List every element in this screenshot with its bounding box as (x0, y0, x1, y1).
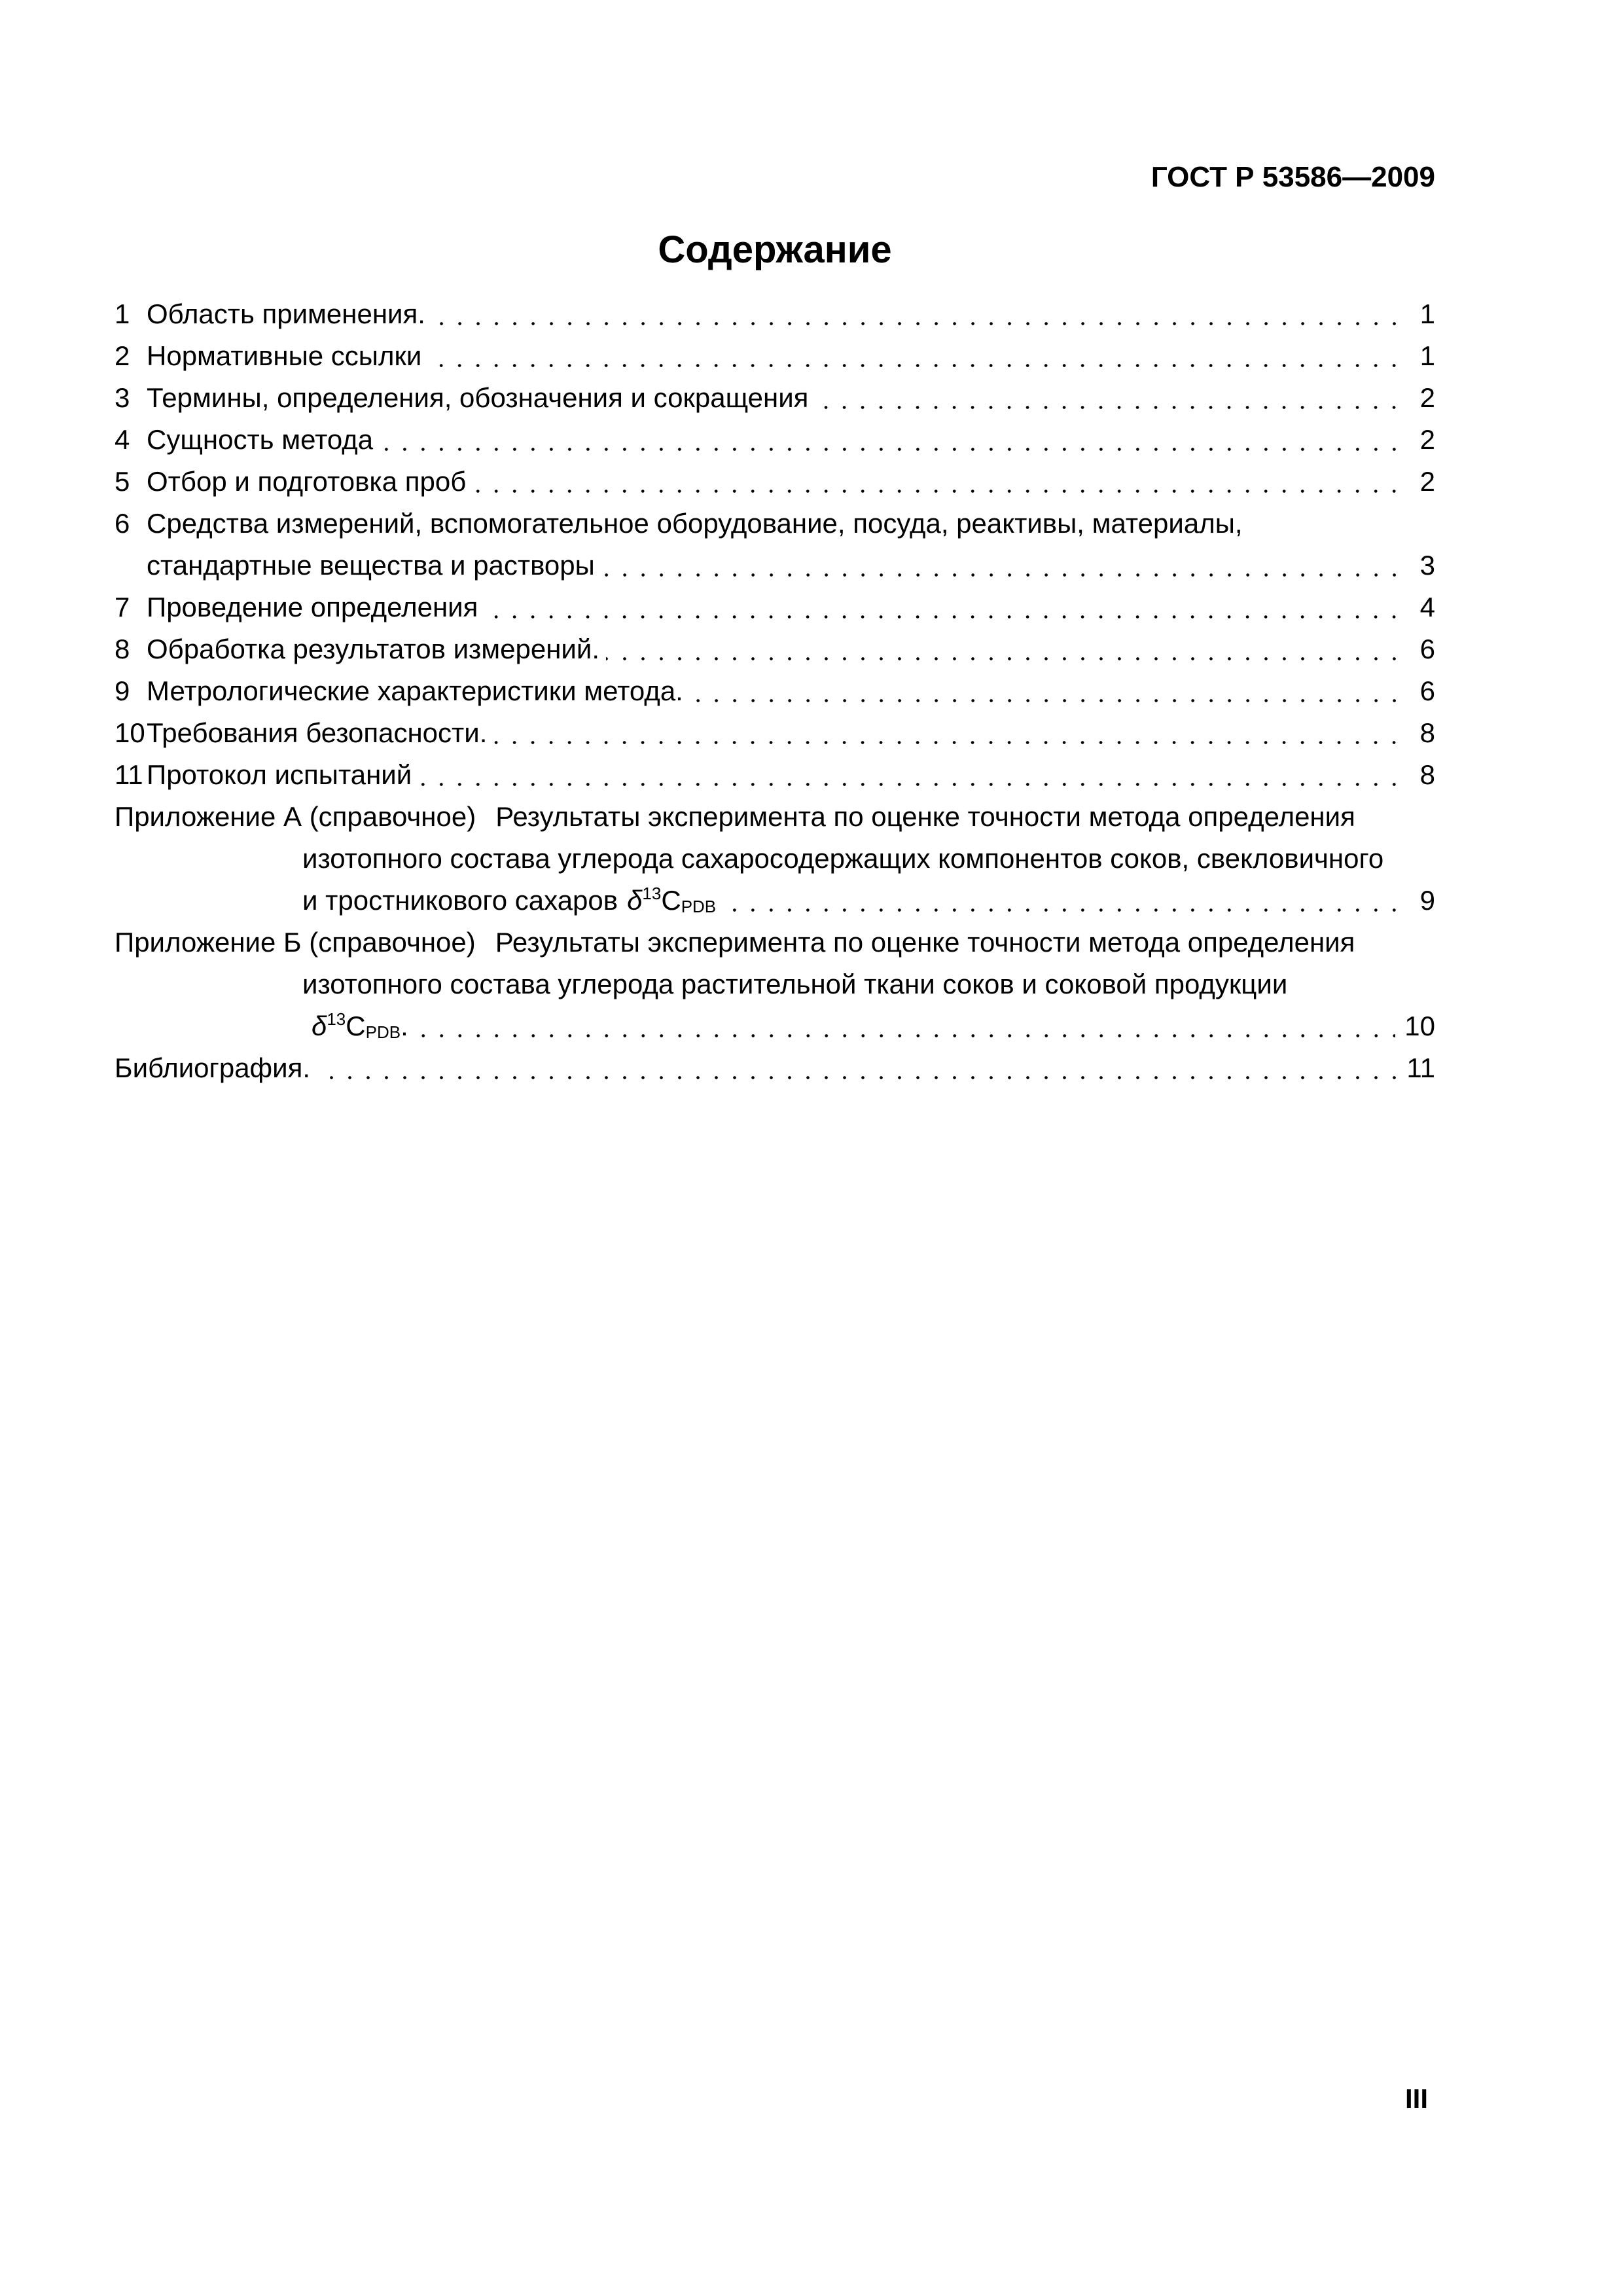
toc-entry-number: 2 (115, 340, 130, 371)
toc-entry-row (115, 628, 1435, 670)
dot-leader (690, 699, 1396, 702)
toc-page-number: 2 (1419, 382, 1435, 413)
appendix-indent (115, 880, 302, 922)
toc-appendix-entries (115, 796, 1435, 1047)
appendix-title-line: Результаты эксперимента по оценке точности метода определения (495, 801, 1355, 832)
dot-leader (484, 615, 1396, 619)
formula-subscript: PDB (681, 897, 717, 916)
appendix-row (115, 880, 1435, 922)
formula-subscript: PDB (365, 1022, 401, 1042)
toc-entry-row (115, 712, 1435, 754)
toc-entry-row (115, 461, 1435, 503)
appendix-title-line: изотопного состава углерода сахаросодержащих компонентов соков, свекловичного (302, 843, 1384, 874)
formula-base: C (661, 885, 681, 916)
dot-leader (380, 448, 1396, 451)
toc-entry-label: стандартные вещества и растворы (147, 550, 595, 581)
appendix-indent (115, 963, 302, 1005)
formula-superscript: 13 (327, 1009, 346, 1029)
formula-superscript: 13 (642, 884, 662, 903)
formula-trailing-period: . (401, 1011, 408, 1041)
toc-entry-number: 4 (115, 424, 130, 455)
dot-leader (493, 741, 1396, 744)
toc-entry-row (115, 335, 1435, 377)
appendix-heading: Приложение Б (справочное) (115, 927, 476, 958)
toc-entry-label: Область применения. (147, 298, 425, 329)
toc-entry-label: Термины, определения, обозначения и сокращения (147, 382, 809, 413)
formula-base: C (346, 1011, 366, 1041)
document-code-header: ГОСТ Р 53586—2009 (1150, 161, 1435, 193)
dot-leader (606, 657, 1396, 660)
table-of-contents (115, 293, 1435, 1089)
appendix-row (115, 838, 1435, 880)
dot-leader (473, 490, 1396, 493)
dot-leader (432, 322, 1396, 325)
toc-entry-number: 5 (115, 466, 130, 497)
roman-page-number: III (1404, 2083, 1428, 2114)
toc-entry-indent (115, 545, 147, 586)
toc-entry-label: Протокол испытаний (147, 759, 412, 790)
toc-page-number: 1 (1419, 340, 1435, 371)
appendix-row (115, 963, 1435, 1005)
bibliography-row (115, 1047, 1435, 1089)
toc-page-number: 11 (1406, 1052, 1435, 1083)
appendix-indent (115, 838, 302, 880)
toc-entry-number: 11 (115, 759, 143, 790)
appendix-title-line: Результаты эксперимента по оценке точности метода определения (495, 927, 1355, 958)
toc-entry-number: 10 (115, 717, 145, 748)
toc-entry-label: Средства измерений, вспомогательное оборудование, посуда, реактивы, материалы, (147, 508, 1243, 539)
toc-entry-number: 1 (115, 298, 130, 329)
toc-page-number: 1 (1419, 298, 1435, 329)
toc-entry-number: 9 (115, 675, 130, 706)
toc-entry-number: 6 (115, 508, 130, 539)
dot-leader (418, 783, 1396, 786)
toc-entry-label: Метрологические характеристики метода. (147, 675, 683, 706)
formula-delta: δ (312, 1011, 327, 1041)
dot-leader (601, 573, 1396, 577)
toc-entry-number: 3 (115, 382, 130, 413)
toc-page-number: 6 (1419, 634, 1435, 664)
toc-numbered-entries (115, 293, 1435, 796)
bibliography-label: Библиография. (115, 1052, 310, 1083)
toc-page-number: 8 (1419, 759, 1435, 790)
dot-leader (317, 1076, 1396, 1079)
toc-entry-row (115, 545, 1435, 586)
toc-entry-label: Сущность метода (147, 424, 374, 455)
toc-entry-label: Обработка результатов измерений. (147, 634, 600, 664)
toc-page-number: 10 (1404, 1011, 1435, 1041)
toc-entry-row (115, 586, 1435, 628)
toc-entry-row (115, 377, 1435, 419)
toc-page-number: 6 (1419, 675, 1435, 706)
appendix-heading: Приложение А (справочное) (115, 801, 476, 832)
toc-entry-label: Отбор и подготовка проб (147, 466, 467, 497)
dot-leader (722, 908, 1396, 912)
toc-page-number: 4 (1419, 592, 1435, 622)
appendix-title-line: изотопного состава углерода растительной ткани соков и соковой продукции (302, 969, 1288, 999)
toc-entry-row (115, 670, 1435, 712)
toc-entry-number: 7 (115, 592, 130, 622)
appendix-indent (115, 1005, 302, 1047)
appendix-row (115, 796, 1435, 838)
appendix-row (115, 1005, 1435, 1047)
toc-entry-row (115, 293, 1435, 335)
toc-entry-row (115, 754, 1435, 796)
page-title: Содержание (658, 228, 892, 271)
formula-delta-13C (312, 1005, 408, 1047)
toc-page-number: 3 (1419, 550, 1435, 581)
toc-page-number: 9 (1419, 885, 1435, 916)
toc-entry-label: Нормативные ссылки (147, 340, 422, 371)
dot-leader (815, 406, 1396, 409)
toc-entry-label: Проведение определения (147, 592, 478, 622)
toc-page-number: 2 (1419, 424, 1435, 455)
appendix-row (115, 922, 1435, 963)
toc-entry-number: 8 (115, 634, 130, 664)
toc-entry-row (115, 419, 1435, 461)
toc-entry-row (115, 503, 1435, 545)
dot-leader (415, 1034, 1396, 1037)
toc-entry-label: Требования безопасности. (147, 717, 488, 748)
toc-page-number: 8 (1419, 717, 1435, 748)
appendix-title-line: и тростникового сахаров (302, 885, 618, 916)
toc-page-number: 2 (1419, 466, 1435, 497)
formula-delta-13C (627, 880, 716, 922)
formula-delta: δ (627, 885, 643, 916)
dot-leader (428, 364, 1396, 367)
